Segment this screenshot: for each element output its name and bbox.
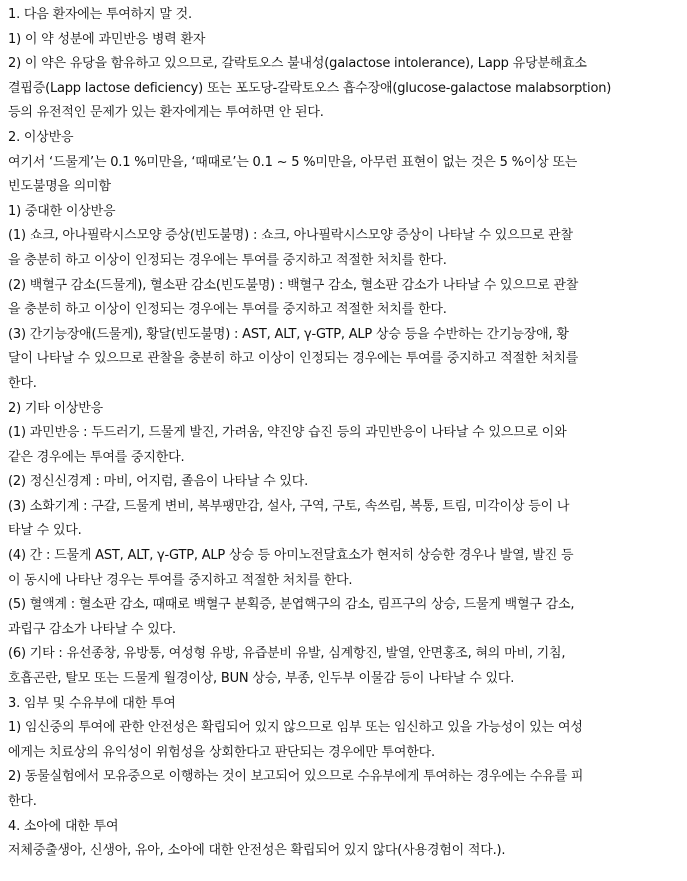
text-line: (4) 간 : 드물게 AST, ALT, γ-GTP, ALP 상승 등 아미노전달효소가 현저히 상승한 경우나 발열, 발진 등 [8, 548, 574, 564]
text-line: (2) 백혈구 감소(드물게), 혈소판 감소(빈도불명) : 백혈구 감소, 혈소판 감소가 나타날 수 있으므로 관찰 [8, 277, 579, 293]
text-line: 2) 이 약은 유당을 함유하고 있으므로, 갈락토오스 불내성(galactose intolerance), Lapp 유당분해효소 [8, 56, 587, 72]
text-line: 호흡곤란, 탈모 또는 드물게 월경이상, BUN 상승, 부종, 인두부 이물감 등이 나타날 수 있다. [8, 671, 515, 687]
text-line: 타날 수 있다. [8, 523, 82, 539]
text-line: (3) 간기능장애(드물게), 황달(빈도불명) : AST, ALT, γ-GTP, ALP 상승 등을 수반하는 간기능장애, 황 [8, 326, 569, 342]
text-line: 1) 이 약 성분에 과민반응 병력 환자 [8, 31, 206, 47]
text-line: 같은 경우에는 투여를 중지한다. [8, 449, 185, 465]
text-line: (6) 기타 : 유선종창, 유방통, 여성형 유방, 유즙분비 유발, 심계항진, 발열, 안면홍조, 혀의 마비, 기침, [8, 646, 566, 662]
text-line: 결핍증(Lapp lactose deficiency) 또는 포도당-갈락토오스 흡수장애(glucose-galactose malabsorption) [8, 80, 612, 96]
text-line: 과립구 감소가 나타날 수 있다. [8, 621, 176, 637]
text-line: 달이 나타날 수 있으므로 관찰을 충분히 하고 이상이 인정되는 경우에는 투여를 중지하고 적절한 처치를 [8, 351, 579, 367]
text-line: (5) 혈액계 : 혈소판 감소, 때때로 백혈구 분획증, 분엽핵구의 감소, 림프구의 상승, 드물게 백혈구 감소, [8, 597, 575, 613]
text-line: (1) 쇼크, 아나필락시스모양 증상(빈도불명) : 쇼크, 아나필락시스모양 증상이 나타날 수 있으므로 관찰 [8, 228, 573, 244]
text-line: 등의 유전적인 문제가 있는 환자에게는 투여하면 안 된다. [8, 105, 324, 121]
text-line: (1) 과민반응 : 두드러기, 드물게 발진, 가려움, 약진양 습진 등의 과민반응이 나타날 수 있으므로 이와 [8, 425, 567, 441]
text-line: (3) 소화기계 : 구갈, 드물게 변비, 복부팽만감, 설사, 구역, 구토, 속쓰림, 복통, 트림, 미각이상 등이 나 [8, 498, 570, 514]
text-line: 2) 동물실험에서 모유중으로 이행하는 것이 보고되어 있으므로 수유부에게 투여하는 경우에는 수유를 피 [8, 769, 584, 785]
text-line: (2) 정신신경계 : 마비, 어지럼, 졸음이 나타날 수 있다. [8, 474, 309, 490]
section-heading-pediatric: 4. 소아에 대한 투여 [8, 818, 119, 834]
section-heading-adverse-reactions: 2. 이상반응 [8, 129, 74, 145]
text-line: 한다. [8, 375, 37, 391]
text-line: 여기서 ‘드물게’는 0.1 %미만을, ‘때때로’는 0.1 ~ 5 %미만을, 아무런 표현이 없는 것은 5 %이상 또는 [8, 154, 578, 170]
text-line: 에게는 치료상의 유익성이 위험성을 상회한다고 판단되는 경우에만 투여한다. [8, 744, 435, 760]
text-line: 빈도불명을 의미함 [8, 179, 111, 195]
text-line: 저체중출생아, 신생아, 유아, 소아에 대한 안전성은 확립되어 있지 않다(사용경험이 적다.). [8, 843, 506, 859]
section-heading-pregnancy: 3. 임부 및 수유부에 대한 투여 [8, 695, 176, 711]
text-line: 한다. [8, 794, 37, 809]
section-heading-contraindications: 1. 다음 환자에는 투여하지 말 것. [8, 7, 192, 22]
subsection-heading-serious: 1) 중대한 이상반응 [8, 203, 116, 219]
text-line: 1) 임신중의 투여에 관한 안전성은 확립되어 있지 않으므로 임부 또는 임신하고 있을 가능성이 있는 여성 [8, 720, 583, 736]
subsection-heading-other: 2) 기타 이상반응 [8, 400, 103, 416]
text-line: 을 충분히 하고 이상이 인정되는 경우에는 투여를 중지하고 적절한 처치를 한다. [8, 302, 447, 318]
text-line: 을 충분히 하고 이상이 인정되는 경우에는 투여를 중지하고 적절한 처치를 한다. [8, 252, 447, 268]
text-line: 이 동시에 나타난 경우는 투여를 중지하고 적절한 처치를 한다. [8, 572, 353, 588]
